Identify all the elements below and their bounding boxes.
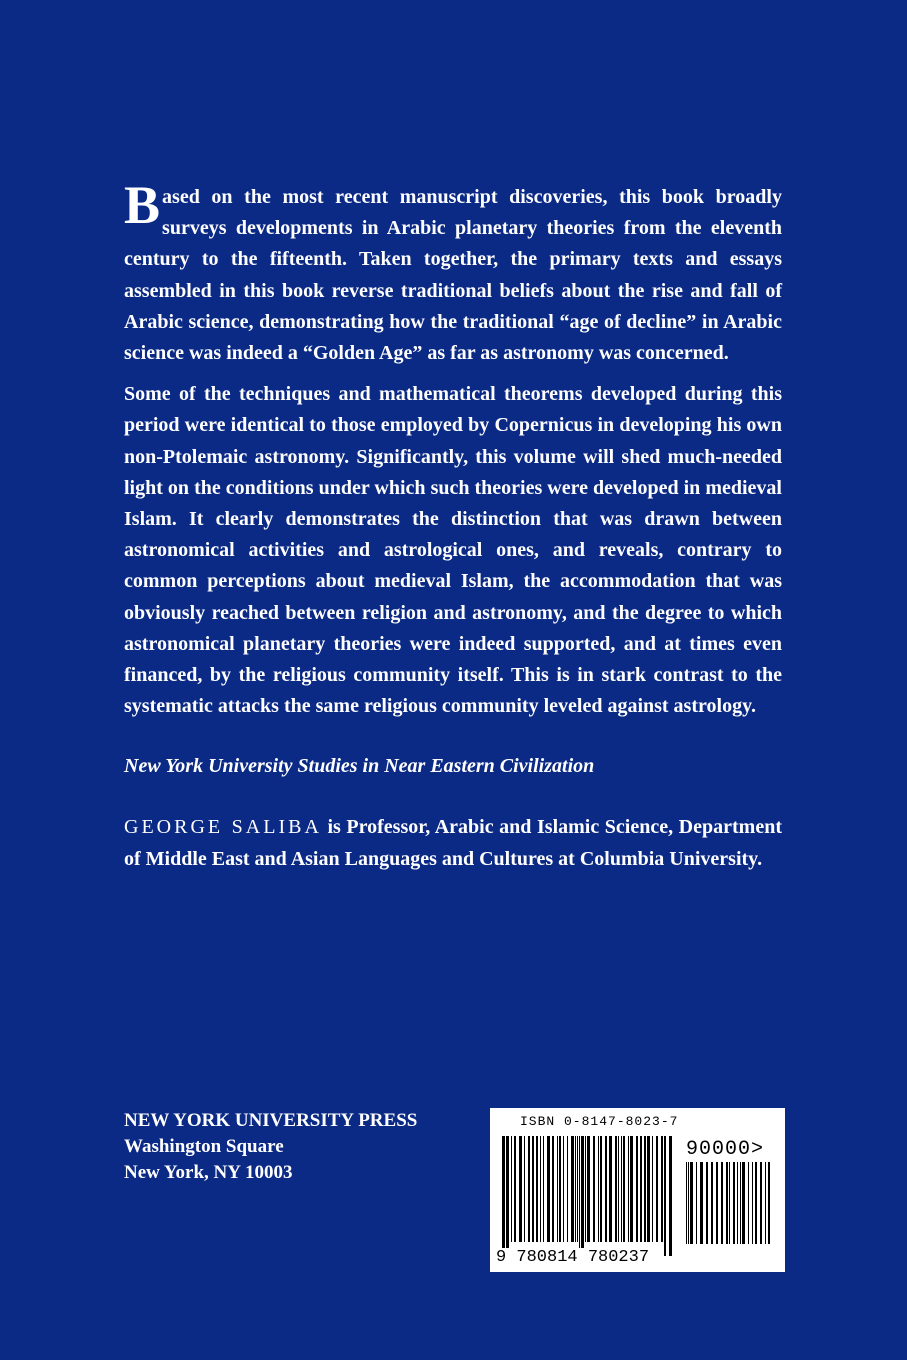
barcode-bar: [536, 1136, 538, 1242]
barcode-bar: [552, 1136, 554, 1242]
paragraph-1-text: ased on the most recent manuscript discoveries, this book broadly surveys developments in Arabic planetary theories from the eleventh century to the fifteenth. Taken together, the primary texts and essays assembled in this book reverse traditional beliefs about the rise and fall of Arabic science, demonstrating how the traditional “age of decline” in Arabic science was indeed a “Golden Age” as far as astronomy was concerned.: [124, 186, 782, 365]
barcode-bar: [571, 1136, 574, 1242]
barcode-bar: [656, 1136, 658, 1242]
barcode-bar: [636, 1136, 638, 1242]
author-bio: [124, 812, 782, 874]
barcode-bar: [575, 1136, 576, 1242]
price-arrow: >: [751, 1138, 765, 1161]
barcode-bar: [585, 1136, 586, 1242]
barcode-bar: [686, 1162, 687, 1244]
barcode-bar: [628, 1136, 629, 1242]
barcode-bar: [669, 1136, 672, 1256]
description-paragraph-1: [124, 175, 782, 369]
barcode-bar: [502, 1136, 505, 1256]
barcode-bar: [647, 1136, 650, 1242]
ean-number: 9 780814 780237: [496, 1248, 650, 1267]
barcode-bar: [748, 1162, 749, 1244]
barcode-bar: [615, 1136, 617, 1242]
barcode-bar: [543, 1136, 544, 1242]
cover-copy: [124, 175, 782, 875]
barcode-bar: [623, 1136, 625, 1242]
barcode-bar: [563, 1136, 564, 1242]
ean-barcode: [502, 1136, 672, 1256]
barcode-bar: [605, 1136, 607, 1242]
author-bio-text: is Professor, Arabic and Islamic Science, Department of Middle East and Asian Languages and Cultures at Columbia University.: [124, 816, 782, 870]
barcode-bar: [700, 1162, 703, 1244]
barcode-bar: [765, 1162, 766, 1244]
description-paragraph-2: Some of the techniques and mathematical theorems developed during this period were identical to those employed by Copernicus in developing his own non-Ptolemaic astronomy. Significantly, this volume will shed much-needed light on the conditions under which such theories were developed in medieval Islam. It clearly demonstrates the distinction that was drawn between astronomical activities and astrological ones, and reveals, contrary to common perceptions about medieval Islam, the accommodation that was obviously reached between religion and astronomy, and the degree to which astronomical planetary theories were indeed supported, and at times even financed, by the religious community itself. This is in stark contrast to the systematic attacks the same religious community leveled against astrology.: [124, 383, 782, 718]
barcode-bar: [740, 1162, 741, 1244]
barcode-bar: [755, 1162, 757, 1244]
barcode-bar: [652, 1136, 653, 1242]
barcode-bar: [768, 1162, 770, 1244]
addon-barcode: [686, 1162, 772, 1258]
barcode-bar: [621, 1136, 622, 1242]
barcode-bar: [661, 1136, 663, 1242]
barcode-bar: [506, 1136, 509, 1256]
barcode-bar: [706, 1162, 708, 1244]
publisher-address-line-2: New York, NY 10003: [124, 1162, 293, 1183]
barcode-bar: [540, 1136, 541, 1242]
barcode-bar: [524, 1136, 525, 1242]
barcode-box: [490, 1108, 785, 1272]
barcode-bar: [640, 1136, 642, 1242]
barcode-bar: [729, 1162, 730, 1244]
barcode-bar: [577, 1136, 578, 1242]
author-name: GEORGE SALIBA: [124, 816, 322, 839]
barcode-bar: [716, 1162, 718, 1244]
isbn-label: ISBN 0-8147-8023-7: [520, 1114, 679, 1129]
barcode-bar: [581, 1136, 584, 1256]
barcode-bar: [609, 1136, 612, 1242]
barcode-bar: [547, 1136, 550, 1242]
publisher-block: [124, 1108, 417, 1186]
barcode-bar: [760, 1162, 762, 1244]
price-code: [686, 1138, 764, 1161]
barcode-bar: [593, 1136, 595, 1242]
drop-cap: B: [124, 175, 161, 235]
series-title: New York University Studies in Near Eastern Civilization: [124, 755, 595, 778]
barcode-bar: [557, 1136, 558, 1242]
publisher-address-line-1: Washington Square: [124, 1136, 284, 1157]
barcode-bar: [742, 1162, 745, 1244]
barcode-bar: [600, 1136, 602, 1242]
barcode-bar: [721, 1162, 723, 1244]
barcode-bar: [519, 1136, 522, 1242]
barcode-bar: [630, 1136, 633, 1242]
barcode-bar: [532, 1136, 534, 1242]
barcode-bar: [752, 1162, 753, 1244]
barcode-bar: [528, 1136, 530, 1242]
barcode-bar: [644, 1136, 646, 1242]
barcode-bar: [618, 1136, 619, 1242]
price-code-digits: 90000: [686, 1138, 752, 1161]
barcode-bar: [711, 1162, 713, 1244]
barcode-bar: [579, 1136, 580, 1256]
barcode-bar: [688, 1162, 689, 1244]
barcode-bar: [696, 1162, 697, 1244]
barcode-bar: [587, 1136, 590, 1242]
barcode-bar: [567, 1136, 568, 1242]
barcode-bar: [737, 1162, 738, 1244]
barcode-bar: [733, 1162, 735, 1244]
barcode-bar: [511, 1136, 512, 1242]
barcode-bar: [690, 1162, 693, 1244]
barcode-bar: [514, 1136, 516, 1242]
barcode-bar: [559, 1136, 561, 1242]
barcode-bar: [726, 1162, 728, 1244]
barcode-bar: [598, 1136, 599, 1242]
barcode-bar: [664, 1136, 666, 1256]
publisher-name: NEW YORK UNIVERSITY PRESS: [124, 1110, 418, 1131]
